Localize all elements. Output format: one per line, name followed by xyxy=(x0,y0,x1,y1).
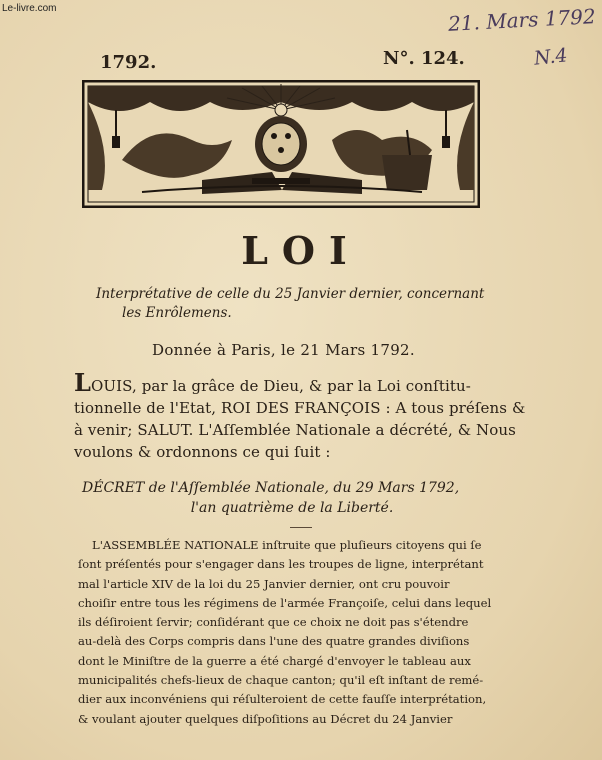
royal-arms-engraving-icon xyxy=(82,80,480,208)
body-line: dier aux inconvéniens qui réſulteroient de cette fauſſe interprétation, xyxy=(78,692,487,707)
body-line: dont le Miniſtre de la guerre a été chargé d'envoyer le tableau aux xyxy=(78,653,471,668)
handwritten-number: N.4 xyxy=(533,44,570,70)
preamble-line xyxy=(74,368,518,397)
decree-body xyxy=(78,536,502,729)
page-title: LOI xyxy=(241,228,361,273)
decree-line: l'an quatrième de la Liberté. xyxy=(190,500,394,516)
header-number: N°. 124. xyxy=(383,48,465,69)
royal-preamble xyxy=(74,368,526,463)
body-line: ils déſiroient ſervir; conſidérant que ce choix ne doit pas s'étendre xyxy=(78,615,469,630)
preamble-line: à venir; SALUT. L'Aſſemblée Nationale a décrété, & Nous xyxy=(74,421,516,439)
given-at-line: Donnée à Paris, le 21 Mars 1792. xyxy=(152,341,415,359)
body-line: & voulant ajouter quelques diſpoſitions au Décret du 24 Janvier xyxy=(78,711,453,726)
decree-line: DÉCRET de l'Aſſemblée Nationale, du 29 Mars 1792, xyxy=(82,480,460,496)
decree-heading xyxy=(82,478,502,518)
body-line: choiſir entre tous les régimens de l'armée Françoiſe, celui dans lequel xyxy=(78,595,492,610)
preamble-line: tionnelle de l'Etat, ROI DES FRANÇOIS : A tous préſens & xyxy=(74,399,526,417)
body-line: L'ASSEMBLÉE NATIONALE inſtruite que pluſieurs citoyens qui ſe xyxy=(92,538,482,552)
subtitle-line: les Enrôlemens. xyxy=(122,305,232,321)
body-line: municipalités chefs-lieux de chaque canton; qu'il eſt inſtant de remé- xyxy=(78,673,484,688)
drop-cap: L xyxy=(74,368,91,397)
handwritten-date: 21. Mars 1792 xyxy=(447,4,597,36)
law-subtitle xyxy=(96,285,516,323)
body-line: mal l'article XIV de la loi du 25 Janvier dernier, ont cru pouvoir xyxy=(78,576,450,591)
body-line: ſont préſentés pour s'engager dans les troupes de ligne, interprétant xyxy=(78,557,484,572)
preamble-line: voulons & ordonnons ce qui ſuit : xyxy=(74,443,331,461)
divider xyxy=(290,527,312,528)
body-line: au-delà des Corps compris dans l'une des quatre grandes diviſions xyxy=(78,634,470,649)
header-year: 1792. xyxy=(100,52,157,73)
watermark: Le-livre.com xyxy=(2,3,57,14)
subtitle-line: Interprétative de celle du 25 Janvier dernier, concernant xyxy=(96,286,485,302)
preamble-text: OUIS, par la grâce de Dieu, & par la Loi conſtitu- xyxy=(90,377,471,395)
